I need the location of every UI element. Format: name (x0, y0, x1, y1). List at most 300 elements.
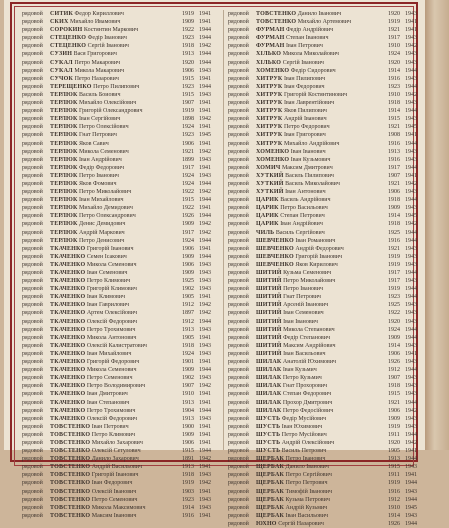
entry-full-name (256, 83, 384, 91)
name-entry (22, 107, 212, 115)
entry-death-year: 1944 (405, 431, 417, 438)
entry-full-name (256, 148, 384, 156)
entry-surname: ТОВСТЕНКО (50, 448, 91, 455)
entry-surname: ТКАЧЕНКО (50, 391, 86, 398)
entry-birth-year: 1907 (388, 172, 400, 179)
entry-given-name: Микола Семенович (79, 148, 129, 155)
entry-rank: рядовой (228, 278, 249, 285)
entry-full-name (50, 115, 178, 123)
entry-surname: ШИТИЙ (256, 342, 282, 349)
entry-birth-year: 1909 (182, 431, 194, 438)
entry-birth-year: 1909 (182, 367, 194, 374)
entry-full-name (50, 123, 178, 131)
entry-rank: рядовой (228, 472, 249, 479)
entry-given-name: Яков Кирилович (295, 261, 338, 268)
entry-birth-year: 1919 (182, 480, 194, 487)
name-entry (22, 496, 212, 504)
entry-full-name (256, 407, 384, 415)
entry-given-name: Федір Федорович (79, 164, 125, 171)
entry-given-name: Данило Захарович (91, 456, 139, 463)
entry-birth-year: 1924 (182, 124, 194, 131)
entry-surname: ТЕРЛЮК (50, 172, 78, 179)
entry-given-name: Іван Іванович (283, 318, 318, 325)
entry-birth-year: 1914 (388, 342, 400, 349)
entry-given-name: Петро Мусійович (281, 431, 327, 438)
name-entry (228, 26, 418, 34)
entry-death-year: 1942 (199, 116, 211, 123)
entry-surname: ТКАЧЕНКО (50, 399, 86, 406)
entry-death-year: 1943 (199, 504, 211, 511)
name-entry (22, 431, 212, 439)
entry-rank: рядовой (22, 245, 43, 252)
entry-rank: рядовой (22, 83, 43, 90)
entry-surname: ШИТИЙ (256, 326, 282, 333)
entry-rank: рядовой (22, 270, 43, 276)
entry-surname: ШУСТЬ (256, 423, 281, 430)
entry-given-name: Михайло Ивамович (69, 19, 121, 26)
entry-birth-year: 1919 (182, 108, 194, 115)
name-entry (228, 229, 418, 237)
name-entry (22, 293, 212, 301)
entry-surname: ЩЕРБАК (256, 512, 285, 519)
entry-full-name (256, 156, 384, 164)
name-entry (228, 107, 418, 115)
entry-surname: ФУРМАН (256, 35, 285, 42)
entry-birth-year: 1916 (388, 140, 400, 147)
entry-surname: ШУСТЬ (256, 439, 281, 446)
entry-rank: рядовой (228, 140, 249, 147)
entry-surname: ТКАЧЕНКО (50, 383, 86, 390)
entry-full-name (50, 358, 178, 366)
name-entry (228, 374, 418, 382)
name-entry (22, 91, 212, 99)
entry-given-name: Григорій Іванович (86, 245, 134, 252)
entry-birth-year: 1920 (388, 318, 400, 325)
name-entry (22, 50, 212, 58)
name-entry (22, 26, 212, 34)
entry-death-year: 1943 (405, 278, 417, 285)
entry-surname: ТКАЧЕНКО (50, 350, 86, 357)
entry-full-name (50, 382, 178, 390)
entry-death-year: 1944 (199, 213, 211, 220)
entry-rank: рядовой (22, 439, 43, 446)
entry-birth-year: 1923 (182, 83, 194, 90)
entry-death-year: 1943 (405, 148, 417, 155)
entry-surname: ТОВСТЕНКО (50, 423, 91, 430)
entry-birth-year: 1912 (388, 367, 400, 374)
name-entry (228, 399, 418, 407)
entry-given-name: Вася Григорович (73, 51, 117, 58)
name-entry (228, 471, 418, 479)
entry-full-name (50, 18, 178, 26)
entry-birth-year: 1909 (182, 270, 194, 276)
entry-death-year: 1942 (199, 189, 211, 196)
name-entry (228, 342, 418, 350)
entry-rank: рядовой (228, 334, 249, 341)
column-divider (223, 10, 224, 450)
entry-death-year: 1943 (405, 156, 417, 163)
entry-surname: ХИТРУК (256, 91, 283, 98)
entry-full-name (50, 334, 178, 342)
entry-rank: рядовой (22, 302, 43, 309)
entry-surname: ТЕРЛЮК (50, 229, 78, 236)
name-entry (228, 326, 418, 334)
entry-rank: рядовой (228, 261, 249, 268)
entry-surname: ЩЕРБАК (256, 488, 285, 495)
entry-birth-year: 1923 (182, 132, 194, 139)
entry-birth-year: 1906 (182, 439, 194, 446)
entry-rank: рядовой (22, 334, 43, 341)
entry-death-year: 1943 (405, 253, 417, 260)
entry-rank: рядовой (228, 423, 249, 430)
entry-rank: рядовой (22, 464, 43, 471)
name-entry (228, 496, 418, 504)
name-entry (22, 229, 212, 237)
entry-rank: рядовой (22, 180, 43, 187)
entry-surname: ТЕРЕЩЕНКО (50, 83, 92, 90)
name-entry (22, 488, 212, 496)
name-entry (22, 164, 212, 172)
entry-surname: ТОВСТЕНКО (50, 439, 91, 446)
entry-given-name: Петро Миколайович (283, 278, 336, 285)
entry-given-name: Іван Лаврентійович (283, 100, 335, 107)
entry-birth-year: 1924 (182, 172, 194, 179)
entry-rank: рядовой (228, 326, 249, 333)
entry-rank: рядовой (22, 213, 43, 220)
entry-full-name (256, 91, 384, 99)
entry-full-name (256, 204, 384, 212)
name-entry (22, 366, 212, 374)
entry-birth-year: 1915 (182, 75, 194, 82)
entry-full-name (50, 156, 178, 164)
entry-birth-year: 1915 (388, 116, 400, 123)
entry-birth-year: 1913 (388, 456, 400, 463)
entry-death-year: 1944 (405, 456, 417, 463)
entry-death-year: 1943 (405, 464, 417, 471)
entry-rank: рядовой (22, 294, 43, 301)
entry-full-name (50, 261, 178, 269)
entry-birth-year: 1907 (182, 100, 194, 107)
entry-surname: ФУРМАН (256, 27, 285, 34)
entry-death-year: 1941 (199, 100, 211, 107)
entry-birth-year: 1891 (182, 456, 194, 463)
entry-surname: ЩЕРБАК (256, 496, 285, 503)
entry-rank: рядовой (22, 318, 43, 325)
entry-given-name: Петро Іванович (285, 456, 326, 463)
entry-rank: рядовой (228, 391, 249, 398)
entry-rank: рядовой (228, 431, 249, 438)
entry-given-name: Максим Іванович (91, 512, 137, 519)
entry-full-name (50, 285, 178, 293)
entry-given-name: Василь Боиович (79, 91, 121, 98)
entry-given-name: Максим Андрійович (283, 342, 336, 349)
entry-full-name (256, 18, 384, 26)
entry-full-name (50, 366, 178, 374)
entry-death-year: 1944 (405, 197, 417, 204)
name-entry (228, 447, 418, 455)
entry-birth-year: 1914 (388, 108, 400, 115)
entry-death-year: 1944 (199, 83, 211, 90)
entry-rank: рядовой (228, 19, 249, 26)
entry-birth-year: 1921 (388, 245, 400, 252)
entry-surname: ХІЛЬКО (256, 51, 282, 58)
name-entry (228, 204, 418, 212)
entry-full-name (256, 59, 384, 67)
entry-death-year: 1943 (199, 326, 211, 333)
entry-given-name: Андрій Федорович (295, 245, 344, 252)
entry-death-year: 1943 (405, 512, 417, 519)
entry-given-name: Іван Григорович (283, 132, 326, 139)
entry-surname: ХОМЕНКО (256, 67, 290, 74)
entry-birth-year: 1921 (388, 27, 400, 34)
entry-death-year: 1943 (405, 59, 417, 66)
entry-given-name: Григорій Іванович (91, 472, 139, 479)
entry-death-year: 1943 (405, 318, 417, 325)
entry-rank: рядовой (228, 367, 249, 374)
entry-surname: ТЕРЛЮК (50, 197, 78, 204)
name-entry (22, 148, 212, 156)
entry-given-name: Яков Фомович (79, 180, 117, 187)
name-entry (228, 366, 418, 374)
entry-given-name: Григорій Климович (86, 286, 137, 293)
entry-rank: рядовой (22, 140, 43, 147)
entry-birth-year: 1906 (182, 140, 194, 147)
entry-death-year: 1944 (199, 197, 211, 204)
entry-surname: ТКАЧЕНКО (50, 286, 86, 293)
entry-surname: ТКАЧЕНКО (50, 407, 86, 414)
name-entry (22, 326, 212, 334)
entry-birth-year: 1907 (388, 375, 400, 382)
entry-rank: рядовой (228, 294, 249, 301)
entry-surname: ТОВСТЕНКО (50, 472, 91, 479)
entry-birth-year: 1906 (388, 407, 400, 414)
entry-full-name (256, 342, 384, 350)
entry-rank: рядовой (228, 245, 249, 252)
entry-death-year: 1941 (199, 11, 211, 17)
entry-given-name: Максим Дмитрович (281, 164, 333, 171)
name-entry (22, 172, 212, 180)
name-entry (22, 439, 212, 447)
entry-birth-year: 1909 (388, 205, 400, 212)
entry-death-year: 1944 (405, 480, 417, 487)
entry-birth-year: 1919 (388, 480, 400, 487)
entry-full-name (256, 75, 384, 83)
entry-death-year: 1941 (199, 140, 211, 147)
entry-rank: рядовой (228, 83, 249, 90)
entry-birth-year: 1924 (388, 51, 400, 58)
entry-rank: рядовой (22, 172, 43, 179)
entry-rank: рядовой (22, 229, 43, 236)
entry-given-name: Петро Климович (91, 431, 136, 438)
entry-birth-year: 1906 (182, 245, 194, 252)
entry-full-name (256, 188, 384, 196)
entry-surname: ШИТИЙ (256, 334, 282, 341)
entry-birth-year: 1898 (182, 116, 194, 123)
name-entry (228, 390, 418, 398)
entry-surname: ТЕРЛЮК (50, 100, 78, 107)
name-entry (228, 188, 418, 196)
entry-death-year: 1942 (405, 407, 417, 414)
entry-death-year: 1944 (405, 164, 417, 171)
entry-surname: ТКАЧЕНКО (50, 261, 86, 268)
entry-surname: ТЕРЛЮК (50, 164, 78, 171)
entry-given-name: Іван Семенович (86, 270, 128, 276)
entry-death-year: 1944 (405, 399, 417, 406)
name-entry (22, 463, 212, 471)
entry-birth-year: 1921 (388, 180, 400, 187)
entry-death-year: 1941 (199, 108, 211, 115)
entry-birth-year: 1924 (182, 237, 194, 244)
entry-rank: рядовой (22, 391, 43, 398)
name-entry (22, 269, 212, 277)
entry-given-name: Петро Федорович (283, 124, 330, 131)
entry-full-name (256, 309, 384, 317)
entry-full-name (256, 261, 384, 269)
entry-given-name: Василь Андрійович (280, 197, 331, 204)
entry-given-name: Михайло Демидович (79, 205, 133, 212)
entry-death-year: 1943 (199, 375, 211, 382)
entry-full-name (50, 455, 178, 463)
entry-surname: ТОВСТЕНКО (50, 488, 91, 495)
names-column-left (22, 10, 212, 520)
entry-rank: рядовой (22, 11, 43, 17)
entry-full-name (50, 439, 178, 447)
entry-full-name (50, 107, 178, 115)
entry-rank: рядовой (22, 407, 43, 414)
name-entry (22, 245, 212, 253)
entry-birth-year: 1916 (388, 75, 400, 82)
entry-death-year: 1942 (199, 383, 211, 390)
entry-death-year: 1943 (199, 172, 211, 179)
entry-rank: рядовой (22, 75, 43, 82)
entry-death-year: 1941 (405, 472, 417, 479)
entry-full-name (50, 196, 178, 204)
entry-death-year: 1944 (405, 286, 417, 293)
entry-given-name: Кузьма Семенович (283, 270, 332, 276)
entry-full-name (50, 34, 178, 42)
entry-given-name: Іван Андрійович (79, 156, 122, 163)
entry-surname: ЩЕРБАК (256, 464, 285, 471)
entry-given-name: Петро Макарович (74, 59, 121, 66)
entry-given-name: Степан Петрович (280, 213, 325, 220)
name-entry (228, 172, 418, 180)
entry-birth-year: 1923 (388, 83, 400, 90)
entry-rank: рядовой (22, 189, 43, 196)
entry-given-name: Микола Максимович (91, 504, 146, 511)
entry-rank: рядовой (22, 342, 43, 349)
entry-full-name (256, 229, 384, 237)
name-entry (228, 269, 418, 277)
entry-full-name (256, 196, 384, 204)
entry-birth-year: 1905 (182, 294, 194, 301)
entry-given-name: Петро Пилипович (93, 83, 140, 90)
entry-given-name: Гнат Прохорович (282, 383, 328, 390)
name-entry (228, 407, 418, 415)
entry-birth-year: 1897 (182, 310, 194, 317)
entry-full-name (50, 269, 178, 277)
entry-given-name: Петро Семенович (91, 496, 138, 503)
entry-death-year: 1942 (199, 229, 211, 236)
entry-given-name: Петро Олексійович (79, 124, 129, 131)
entry-death-year: 1945 (199, 132, 211, 139)
entry-birth-year: 1905 (182, 334, 194, 341)
entry-death-year: 1943 (405, 116, 417, 123)
entry-full-name (256, 220, 384, 228)
entry-rank: рядовой (22, 480, 43, 487)
entry-rank: рядовой (22, 43, 43, 50)
entry-full-name (256, 496, 384, 504)
entry-surname: ТКАЧЕНКО (50, 367, 86, 374)
entry-surname: ШИТИЙ (256, 310, 282, 317)
entry-given-name: Федір Степанович (283, 334, 330, 341)
entry-rank: рядовой (22, 504, 43, 511)
entry-surname: СКИХ (50, 19, 69, 26)
entry-surname: ШИЛАК (256, 399, 282, 406)
entry-death-year: 1943 (405, 359, 417, 366)
entry-rank: рядовой (228, 11, 249, 17)
entry-full-name (50, 326, 178, 334)
entry-given-name: Кузьма Петрович (285, 496, 330, 503)
entry-rank: рядовой (228, 512, 249, 519)
entry-given-name: Іван Михайлович (86, 350, 132, 357)
entry-death-year: 1944 (405, 326, 417, 333)
entry-death-year: 1944 (405, 108, 417, 115)
name-entry (22, 382, 212, 390)
entry-full-name (50, 220, 178, 228)
entry-full-name (256, 326, 384, 334)
entry-surname: ШЕВЧЕНКО (256, 261, 294, 268)
entry-given-name: Григорій Федорович (86, 359, 140, 366)
entry-given-name: Іван Гаврилович (86, 302, 130, 309)
entry-given-name: Іван Федорович (91, 480, 133, 487)
entry-full-name (50, 277, 178, 285)
entry-death-year: 1945 (405, 124, 417, 131)
entry-surname: ЩЕРБАК (256, 480, 285, 487)
entry-birth-year: 1912 (388, 496, 400, 503)
entry-rank: рядовой (228, 302, 249, 309)
entry-full-name (50, 131, 178, 139)
entry-birth-year: 1906 (388, 350, 400, 357)
name-entry (22, 471, 212, 479)
name-entry (22, 334, 212, 342)
entry-rank: рядовой (22, 431, 43, 438)
entry-surname: ХУТКИЙ (256, 180, 284, 187)
entry-full-name (256, 318, 384, 326)
name-entry (228, 261, 418, 269)
entry-full-name (50, 42, 178, 50)
entry-death-year: 1941 (199, 164, 211, 171)
entry-rank: рядовой (22, 132, 43, 139)
entry-full-name (50, 10, 178, 18)
entry-surname: ХИТРУК (256, 75, 283, 82)
name-entry (228, 148, 418, 156)
entry-given-name: Іван Кузьмич (282, 367, 317, 374)
entry-given-name: Денис Демидович (79, 221, 126, 228)
entry-surname: ХОМЕНКО (256, 156, 290, 163)
name-entry (22, 512, 212, 520)
entry-given-name: Сергій Іванович (282, 59, 324, 66)
entry-death-year: 1941 (199, 124, 211, 131)
entry-birth-year: 1916 (388, 488, 400, 495)
name-entry (228, 350, 418, 358)
entry-surname: ТКАЧЕНКО (50, 294, 86, 301)
entry-given-name: Петро Іванович (283, 286, 323, 293)
entry-death-year: 1945 (405, 213, 417, 220)
name-entry (22, 123, 212, 131)
name-entry (22, 18, 212, 26)
entry-birth-year: 1921 (388, 124, 400, 131)
entry-death-year: 1943 (199, 415, 211, 422)
